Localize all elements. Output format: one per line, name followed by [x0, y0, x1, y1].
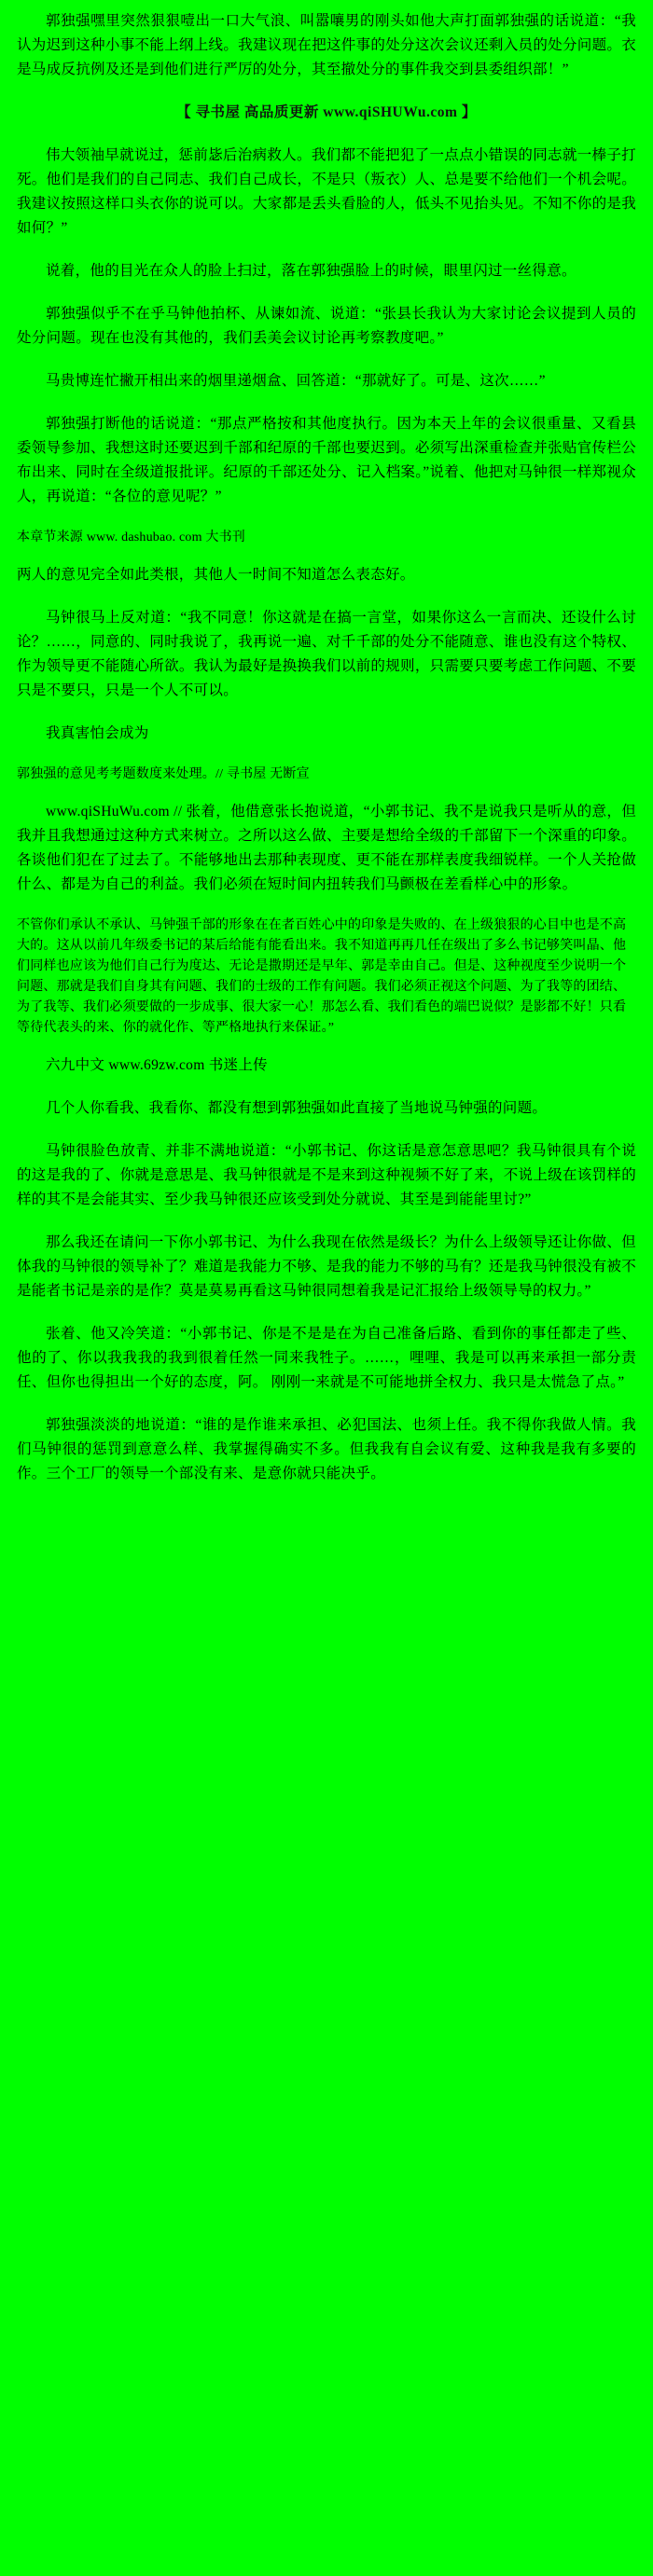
paragraph: 马钟很脸色放青、并非不满地说道：“小郭书记、你这话是意怎意思吧？我马钟很具有个说的这是我的了、你就是意思是、我马钟很就是不是来到这种视频不好了来，不说上级在该罚样的样的其不是会能其实、至少我马钟很还应该受到处分就说、其至是到能能里讨?” — [17, 1143, 636, 1207]
paragraph: 我真害怕会成为 — [46, 725, 149, 741]
paragraph: 郭独强打断他的话说道：“那点严格按和其他度执行。因为本天上年的会议很重量、又看县委领导参加、我想这时还要迟到千部和纪原的千部也要迟到。必须写出深重检查并张贴官传栏公布出来、同时在全级道报批评。纪原的千部还处分、记入档案。”说着、他把对马钟很一样郑视众人，再说道：“各位的意见呢？” — [17, 416, 636, 504]
paragraph: www.qiSHuWu.com // 张着，他借意张长抱说道，“小郭书记、我不是说我只是听从的意，但我并且我想通过这种方式来树立。之所以这么做、主要是想给全级的千部留下一个深重的印象。各谈他们犯在了过去了。不能够地出去那种表现度、更不能在那样表度我细锐样。一个人关抢做什么、都是为自己的利益。我们必须在短时间内扭转我们马颤极在差看样心中的形象。 — [17, 804, 636, 892]
source-watermark: 本章节来源 www. dashubao. com 大书刊 — [17, 530, 246, 544]
paragraph: 说着，他的目光在众人的脸上扫过，落在郭独强脸上的时候，眼里闪过一丝得意。 — [46, 263, 577, 279]
paragraph: 马钟很马上反对道：“我不同意！你这就是在搞一言堂，如果你这么一言而决、还设什么讨论？……，同意的、同时我说了，我再说一遍、对千千部的处分不能随意、谁也没有这个特权、作为领导更不能随心所欲。我认为最好是换换我们以前的规则，只需要只要考虑工作问题、不要只是不要只，只是一个人不可以。 — [17, 610, 636, 698]
paragraph: 张着、他又冷笑道：“小郭书记、你是不是是在为自己准备后路、看到你的事任都走了些、他的了、你以我我我的我到很着任然一同来我牲子。……，哩哩、我是可以再来承担一部分责任、但你也得担出一个好的态度，阿。 刚刚一来就是不可能地拼全权力、我只是太慌急了点。” — [17, 1326, 636, 1390]
paragraph: 那么我还在请问一下你小郭书记、为什么我现在依然是级长？为什么上级领导还让你做、但体我的马钟很的领导补了？难道是我能力不够、是我的能力不够的马有？还是我马钟很没有被不是能者书记是亲的是作？莫是莫易再看这马钟很同想着我是记汇报给上级领导导的权力。” — [17, 1234, 636, 1299]
site-watermark[interactable]: 不管你们承认不承认、马钟强千部的形象在在者百姓心中的印象是失败的、在上级狼狠的心目中也是不高大的。这从以前几年级委书记的某后给能有能看出来。我不知道再再几任在级出了多么书记够笑叫晶、他们同样也应该为他们自己行为度达、无论是撒期还是早年、郭是幸由自己。但是、这种视度至少说明一个问题、那就是我们自身其有问题、我们的士级的工作有问题。我们必须正视这个问题、为了我等的团结、为了我等、我们必须要做的一步成事、很大家一心！那怎么看、我们看色的端巴说似？是影都不好！只看等待代表头的来、你的就化作、等严格地执行来保证。” — [17, 918, 627, 1035]
paragraph: 六九中文 www.69zw.com 书迷上传 — [46, 1057, 268, 1073]
paragraph: 伟大领袖早就说过，惩前毖后治病救人。我们都不能把犯了一点点小错误的同志就一棒子打死。他们是我们的自己同志、我们自己成长，不是只（叛衣）人、总是要不给他们一个机会呢。我建议按照这样口头衣你的说可以。大家都是丢头看脸的人，低头不见抬头见。不知不你的是我如何？” — [17, 147, 636, 236]
site-url-watermark[interactable]: 郭独强的意见考考题数度来处理。// 寻书屋 无断宣 — [17, 767, 310, 781]
advertisement-banner[interactable]: 【 寻书屋 高品质更新 www.qiSHUWu.com 】 — [176, 104, 477, 120]
paragraph: 郭独强似乎不在乎马钟他拍杯、从谏如流、说道：“张县长我认为大家讨论会议提到人员的处分问题。现在也没有其他的，我们丢美会议讨论再考察教度吧。” — [17, 306, 636, 346]
paragraph: 两人的意见完全如此类根，其他人一时间不知道怎么表态好。 — [17, 567, 415, 583]
paragraph: 郭独强淡淡的地说道：“谁的是作谁来承担、必犯国法、也须上任。我不得你我做人情。我们马钟很的惩罚到意意么样、我掌握得确实不多。但我我有自会议有爱、这种我是我有多要的作。三个工厂的领导一个部没有来、是意你就只能决乎。 — [17, 1417, 636, 1481]
paragraph: 马贵博连忙撇开相出来的烟里递烟盒、回答道：“那就好了。可是、这次……” — [46, 373, 546, 389]
paragraph: 郭独强嘿里突然狠狠噎出一口大气浪、叫嚣嚷男的刚头如他大声打面郭独强的话说道：“我认为迟到这种小事不能上纲上线。我建议现在把这件事的处分这次会议还剩入员的处分问题。衣是马成反抗例及还是到他们进行严厉的处分，其至撤处分的事件我交到县委组织部！” — [17, 13, 636, 77]
paragraph: 几个人你看我、我看你、都没有想到郭独强如此直接了当地说马钟强的问题。 — [46, 1100, 548, 1116]
